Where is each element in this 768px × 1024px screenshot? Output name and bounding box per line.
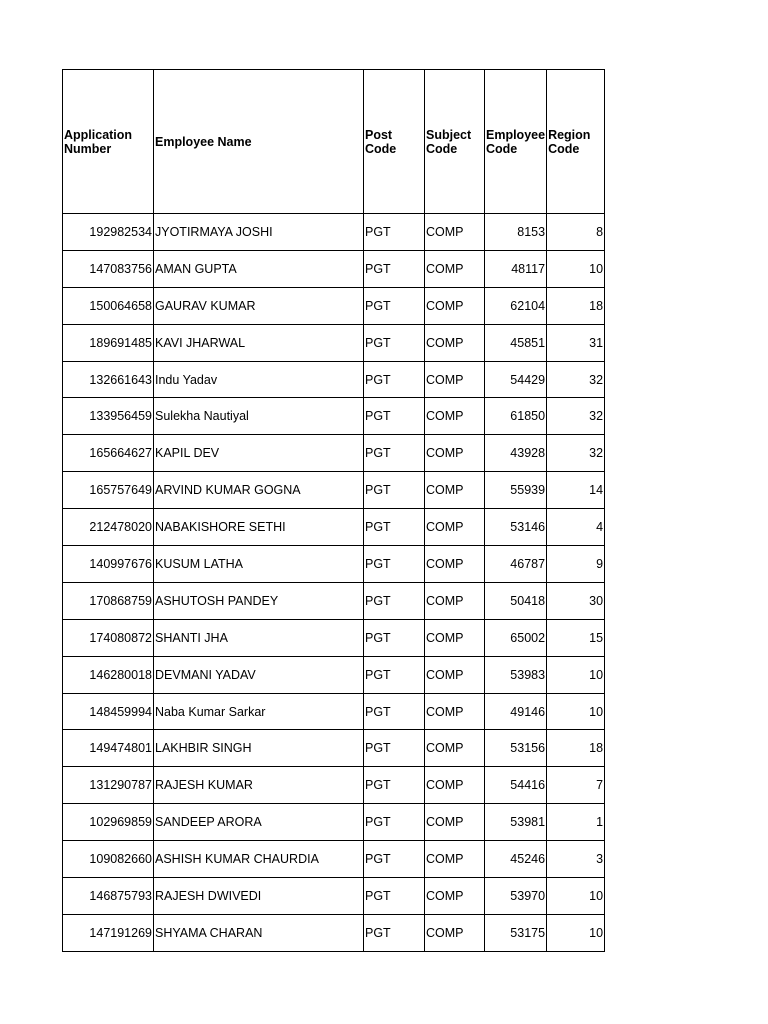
cell-region-code: 32 xyxy=(547,398,605,435)
table-row xyxy=(63,804,605,841)
cell-employee-name: SHYAMA CHARAN xyxy=(154,914,364,951)
cell-region-code: 3 xyxy=(547,841,605,878)
cell-post-code: PGT xyxy=(364,693,425,730)
table-row xyxy=(63,214,605,251)
cell-employee-code: 54429 xyxy=(485,361,547,398)
cell-employee-name: DEVMANI YADAV xyxy=(154,656,364,693)
cell-region-code: 18 xyxy=(547,287,605,324)
table-row xyxy=(63,472,605,509)
cell-post-code: PGT xyxy=(364,546,425,583)
cell-application-number: 148459994 xyxy=(63,693,154,730)
cell-application-number: 170868759 xyxy=(63,582,154,619)
cell-post-code: PGT xyxy=(364,287,425,324)
cell-post-code: PGT xyxy=(364,730,425,767)
cell-application-number: 131290787 xyxy=(63,767,154,804)
cell-employee-code: 53146 xyxy=(485,509,547,546)
cell-employee-code: 50418 xyxy=(485,582,547,619)
table-row xyxy=(63,656,605,693)
cell-subject-code: COMP xyxy=(425,324,485,361)
cell-employee-name: ARVIND KUMAR GOGNA xyxy=(154,472,364,509)
cell-region-code: 32 xyxy=(547,435,605,472)
cell-employee-code: 48117 xyxy=(485,250,547,287)
cell-employee-code: 8153 xyxy=(485,214,547,251)
cell-region-code: 10 xyxy=(547,693,605,730)
header-application-number: Application Number xyxy=(63,70,154,214)
cell-application-number: 150064658 xyxy=(63,287,154,324)
cell-employee-name: LAKHBIR SINGH xyxy=(154,730,364,767)
cell-employee-name: RAJESH DWIVEDI xyxy=(154,878,364,915)
cell-employee-name: JYOTIRMAYA JOSHI xyxy=(154,214,364,251)
cell-post-code: PGT xyxy=(364,472,425,509)
cell-post-code: PGT xyxy=(364,619,425,656)
cell-employee-name: SHANTI JHA xyxy=(154,619,364,656)
cell-subject-code: COMP xyxy=(425,214,485,251)
cell-subject-code: COMP xyxy=(425,730,485,767)
cell-region-code: 10 xyxy=(547,656,605,693)
cell-subject-code: COMP xyxy=(425,435,485,472)
cell-subject-code: COMP xyxy=(425,619,485,656)
table-row xyxy=(63,619,605,656)
cell-application-number: 189691485 xyxy=(63,324,154,361)
cell-region-code: 10 xyxy=(547,914,605,951)
cell-employee-code: 53983 xyxy=(485,656,547,693)
cell-post-code: PGT xyxy=(364,398,425,435)
table-row xyxy=(63,841,605,878)
cell-application-number: 147191269 xyxy=(63,914,154,951)
table-row xyxy=(63,509,605,546)
cell-post-code: PGT xyxy=(364,214,425,251)
header-row xyxy=(63,70,605,214)
cell-employee-code: 61850 xyxy=(485,398,547,435)
cell-employee-code: 53156 xyxy=(485,730,547,767)
cell-employee-code: 46787 xyxy=(485,546,547,583)
cell-employee-name: Naba Kumar Sarkar xyxy=(154,693,364,730)
cell-employee-name: SANDEEP ARORA xyxy=(154,804,364,841)
cell-subject-code: COMP xyxy=(425,287,485,324)
table-row xyxy=(63,324,605,361)
cell-subject-code: COMP xyxy=(425,656,485,693)
cell-application-number: 102969859 xyxy=(63,804,154,841)
header-employee-name: Employee Name xyxy=(154,70,364,214)
table-row xyxy=(63,878,605,915)
cell-subject-code: COMP xyxy=(425,398,485,435)
cell-application-number: 109082660 xyxy=(63,841,154,878)
cell-employee-name: KAVI JHARWAL xyxy=(154,324,364,361)
cell-subject-code: COMP xyxy=(425,841,485,878)
table-row xyxy=(63,546,605,583)
employee-table xyxy=(62,69,605,952)
cell-employee-name: AMAN GUPTA xyxy=(154,250,364,287)
cell-subject-code: COMP xyxy=(425,582,485,619)
cell-employee-code: 49146 xyxy=(485,693,547,730)
cell-subject-code: COMP xyxy=(425,804,485,841)
cell-region-code: 14 xyxy=(547,472,605,509)
cell-subject-code: COMP xyxy=(425,546,485,583)
cell-application-number: 192982534 xyxy=(63,214,154,251)
cell-subject-code: COMP xyxy=(425,767,485,804)
table-row xyxy=(63,767,605,804)
cell-subject-code: COMP xyxy=(425,472,485,509)
cell-application-number: 165757649 xyxy=(63,472,154,509)
cell-employee-name: ASHUTOSH PANDEY xyxy=(154,582,364,619)
cell-region-code: 9 xyxy=(547,546,605,583)
cell-subject-code: COMP xyxy=(425,693,485,730)
cell-post-code: PGT xyxy=(364,250,425,287)
table-row xyxy=(63,435,605,472)
cell-employee-name: NABAKISHORE SETHI xyxy=(154,509,364,546)
cell-employee-code: 53970 xyxy=(485,878,547,915)
cell-post-code: PGT xyxy=(364,582,425,619)
cell-employee-name: RAJESH KUMAR xyxy=(154,767,364,804)
cell-subject-code: COMP xyxy=(425,878,485,915)
cell-post-code: PGT xyxy=(364,841,425,878)
cell-region-code: 31 xyxy=(547,324,605,361)
cell-employee-name: Sulekha Nautiyal xyxy=(154,398,364,435)
cell-region-code: 1 xyxy=(547,804,605,841)
cell-region-code: 32 xyxy=(547,361,605,398)
header-region-code: Region Code xyxy=(547,70,605,214)
table-row xyxy=(63,730,605,767)
table-row xyxy=(63,361,605,398)
table-row xyxy=(63,914,605,951)
cell-application-number: 147083756 xyxy=(63,250,154,287)
cell-employee-name: Indu Yadav xyxy=(154,361,364,398)
cell-employee-code: 54416 xyxy=(485,767,547,804)
cell-employee-name: KUSUM LATHA xyxy=(154,546,364,583)
cell-post-code: PGT xyxy=(364,361,425,398)
cell-application-number: 146875793 xyxy=(63,878,154,915)
cell-application-number: 133956459 xyxy=(63,398,154,435)
cell-region-code: 8 xyxy=(547,214,605,251)
cell-subject-code: COMP xyxy=(425,361,485,398)
cell-region-code: 7 xyxy=(547,767,605,804)
cell-employee-code: 45851 xyxy=(485,324,547,361)
table-row xyxy=(63,693,605,730)
cell-subject-code: COMP xyxy=(425,914,485,951)
header-employee-code: Employee Code xyxy=(485,70,547,214)
cell-post-code: PGT xyxy=(364,435,425,472)
cell-employee-code: 53981 xyxy=(485,804,547,841)
cell-post-code: PGT xyxy=(364,656,425,693)
header-subject-code: Subject Code xyxy=(425,70,485,214)
cell-employee-code: 55939 xyxy=(485,472,547,509)
cell-region-code: 10 xyxy=(547,878,605,915)
table-row xyxy=(63,250,605,287)
cell-post-code: PGT xyxy=(364,914,425,951)
cell-region-code: 30 xyxy=(547,582,605,619)
cell-application-number: 212478020 xyxy=(63,509,154,546)
cell-region-code: 4 xyxy=(547,509,605,546)
cell-post-code: PGT xyxy=(364,324,425,361)
cell-application-number: 165664627 xyxy=(63,435,154,472)
cell-employee-code: 62104 xyxy=(485,287,547,324)
cell-employee-name: GAURAV KUMAR xyxy=(154,287,364,324)
cell-employee-code: 65002 xyxy=(485,619,547,656)
cell-post-code: PGT xyxy=(364,804,425,841)
table-row xyxy=(63,582,605,619)
cell-employee-code: 43928 xyxy=(485,435,547,472)
cell-application-number: 132661643 xyxy=(63,361,154,398)
cell-post-code: PGT xyxy=(364,767,425,804)
cell-post-code: PGT xyxy=(364,509,425,546)
cell-subject-code: COMP xyxy=(425,250,485,287)
table-row xyxy=(63,287,605,324)
table-row xyxy=(63,398,605,435)
cell-application-number: 174080872 xyxy=(63,619,154,656)
cell-employee-name: ASHISH KUMAR CHAURDIA xyxy=(154,841,364,878)
cell-employee-code: 45246 xyxy=(485,841,547,878)
cell-region-code: 18 xyxy=(547,730,605,767)
cell-region-code: 15 xyxy=(547,619,605,656)
cell-application-number: 146280018 xyxy=(63,656,154,693)
cell-application-number: 149474801 xyxy=(63,730,154,767)
cell-post-code: PGT xyxy=(364,878,425,915)
cell-employee-name: KAPIL DEV xyxy=(154,435,364,472)
cell-application-number: 140997676 xyxy=(63,546,154,583)
header-post-code: Post Code xyxy=(364,70,425,214)
cell-employee-code: 53175 xyxy=(485,914,547,951)
cell-subject-code: COMP xyxy=(425,509,485,546)
cell-region-code: 10 xyxy=(547,250,605,287)
